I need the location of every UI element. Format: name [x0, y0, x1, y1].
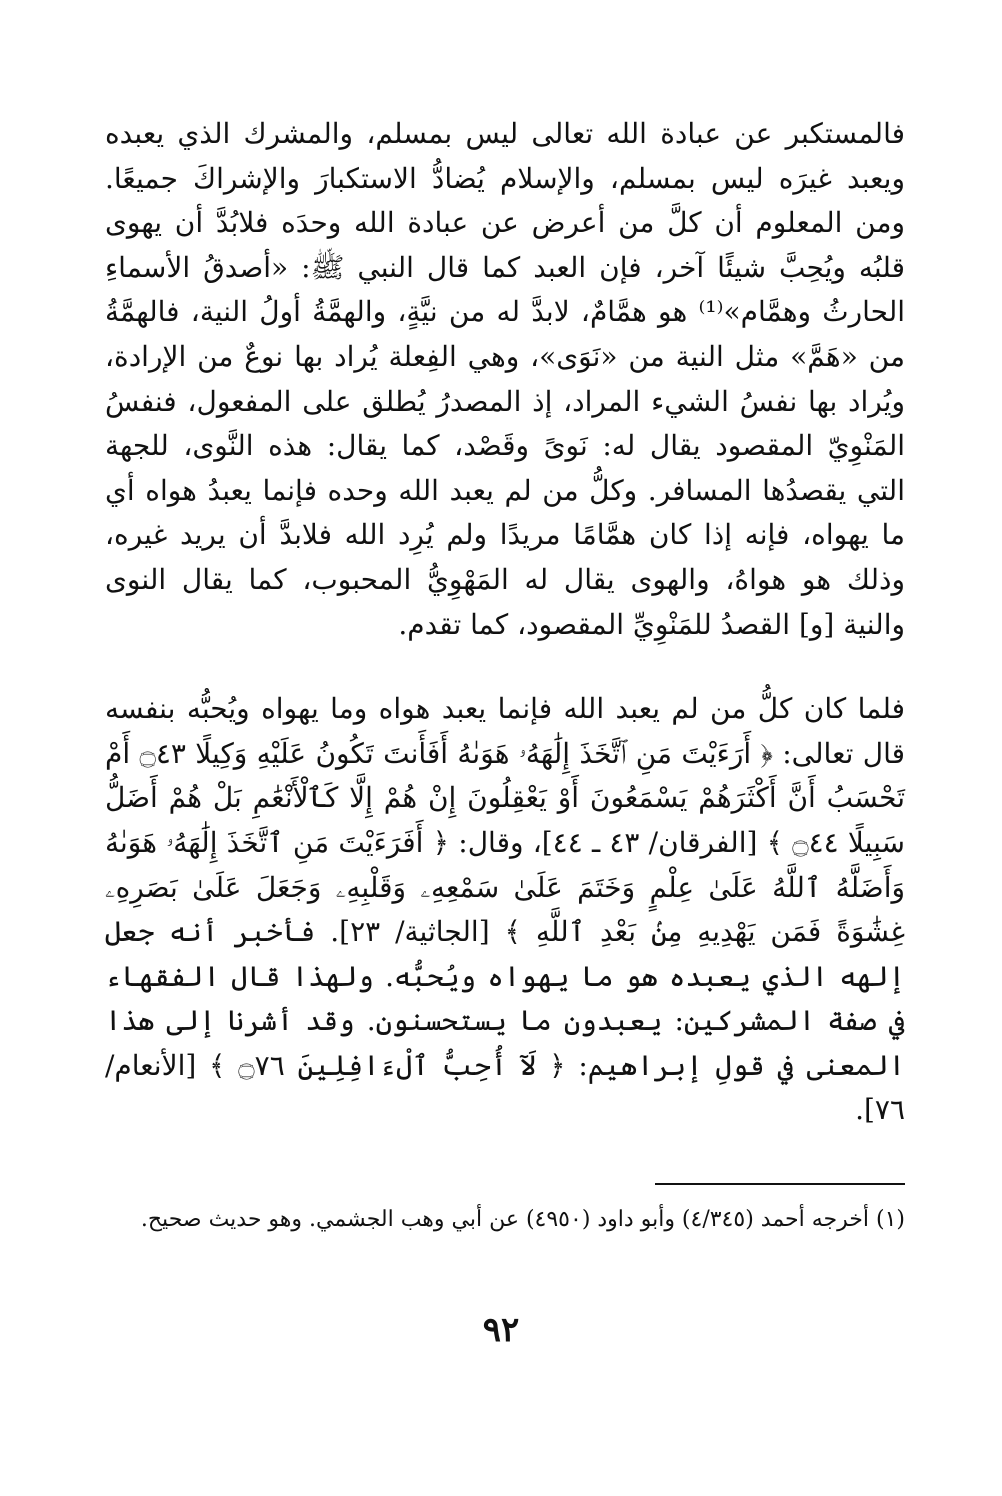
paragraph-1: فالمستكبر عن عبادة الله تعالى ليس بمسلم، والمشرك الذي يعبده ويعبد غيرَه ليس بمسلم، والإسلام يُضادُّ الاستكبارَ والإشراكَ جميعًا. ومن المعلوم أن كلَّ من أعرض عن عبادة الله وحدَه فلابُدَّ أن يهوى قلبُه ويُحِبَّ شيئًا آخر، فإن العبد كما قال النبي ﷺ: «أصدقُ الأسماءِ الحارثُ وهمَّام»⁽¹⁾ هو همَّامٌ، لابدَّ له من نيَّةٍ، والهمَّةُ أولُ النية، فالهمَّةُ من «هَمَّ» مثل النية من «نَوَى»، وهي الفِعلة يُراد بها نوعٌ من الإرادة، ويُراد بها نفسُ الشيء المراد، إذ المصدرُ يُطلق على المفعول، فنفسُ المَنْوِيّ المقصود يقال له: نَوىً وقَصْد، كما يقال: هذه النَّوى، للجهة التي يقصدُها المسافر. وكلُّ من لم يعبد الله وحده فإنما يعبدُ هواه أي ما يهواه، فإنه إذا كان همَّامًا مريدًا ولم يُرِد الله فلابدَّ أن يريد غيره، وذلك هو هواهُ، والهوى يقال له المَهْوِيُّ المحبوب، كما يقال النوى والنية [و] القصدُ للمَنْوِيِّ المقصود، كما تقدم. [105, 117, 906, 641]
page-number: ٩٢ [482, 1310, 520, 1350]
page-body [105, 112, 905, 1133]
footnote-divider [655, 1183, 905, 1185]
paragraph-2: فلما كان كلُّ من لم يعبد الله فإنما يعبد هواه وما يهواه ويُحبُّه بنفسه قال تعالى: ﴿ أَرَءَيْتَ مَنِ ٱتَّخَذَ إِلَٰهَهُۥ هَوَىٰهُ أَفَأَنتَ تَكُونُ عَلَيْهِ وَكِيلًا ۝٤٣ أَمْ تَحْسَبُ أَنَّ أَكْثَرَهُمْ يَسْمَعُونَ أَوْ يَعْقِلُونَ إِنْ هُمْ إِلَّا كَٱلْأَنْعَٰمِ بَلْ هُمْ أَضَلُّ سَبِيلًا ۝٤٤ ﴾ [الفرقان/ ٤٣ ـ ٤٤]، وقال: ﴿ أَفَرَءَيْتَ مَنِ ٱتَّخَذَ إِلَٰهَهُۥ هَوَىٰهُ وَأَضَلَّهُ ٱللَّهُ عَلَىٰ عِلْمٍ وَخَتَمَ عَلَىٰ سَمْعِهِۦ وَقَلْبِهِۦ وَجَعَلَ عَلَىٰ بَصَرِهِۦ غِشَٰوَةً فَمَن يَهْدِيهِ مِنۢ بَعْدِ ٱللَّهِ ﴾ [الجاثية/ ٢٣]. فأخبر أنه جعل إلهه الذي يعبده هو ما يهواه ويُحبُّه. ولهذا قال الفقهاء في صفة المشركين: يعبدون ما يستحسنون. وقد أشرنا إلى هذا المعنى في قولِ إبراهيم: ﴿ لَآ أُحِبُّ ٱلْءَافِلِينَ ۝٧٦ ﴾ [الأنعام/ ٧٦]. [105, 692, 906, 1127]
footnote: (١) أخرجه أحمد (٤/٣٤٥) وأبو داود (٤٩٥٠) عن أبي وهب الجشمي. وهو حديث صحيح. [140, 1207, 905, 1232]
